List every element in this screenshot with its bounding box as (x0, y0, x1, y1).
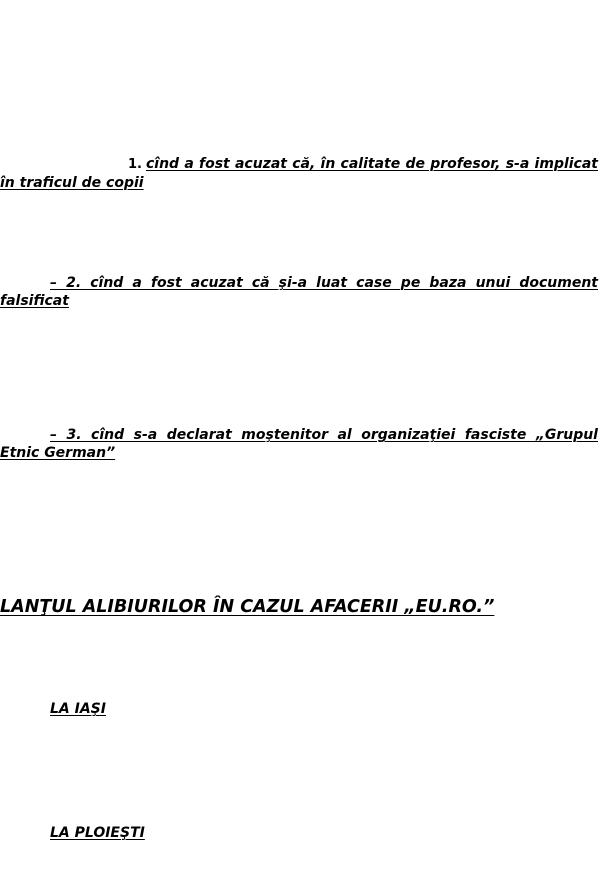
list-item-3 (0, 426, 598, 462)
list-item-text: cînd a fost acuzat că, în calitate de profesor, s-a implicat în traficul de copii (0, 156, 598, 191)
subsection-heading-iasi: LA IAŞI (50, 701, 106, 717)
section-title: LANŢUL ALIBIURILOR ÎN CAZUL AFACERII „EU.RO.” (0, 597, 495, 617)
list-item-text: – 2. cînd a fost acuzat că şi-a luat case pe baza unui document falsificat (0, 275, 598, 309)
list-item-2 (0, 274, 598, 310)
list-item-number: 1. (128, 157, 142, 172)
subsection-heading-ploiesti: LA PLOIEŞTI (50, 825, 145, 841)
list-item-text: – 3. cînd s-a declarat moştenitor al organizaţiei fasciste „Grupul Etnic German” (0, 427, 598, 461)
list-item-1 (0, 155, 598, 192)
